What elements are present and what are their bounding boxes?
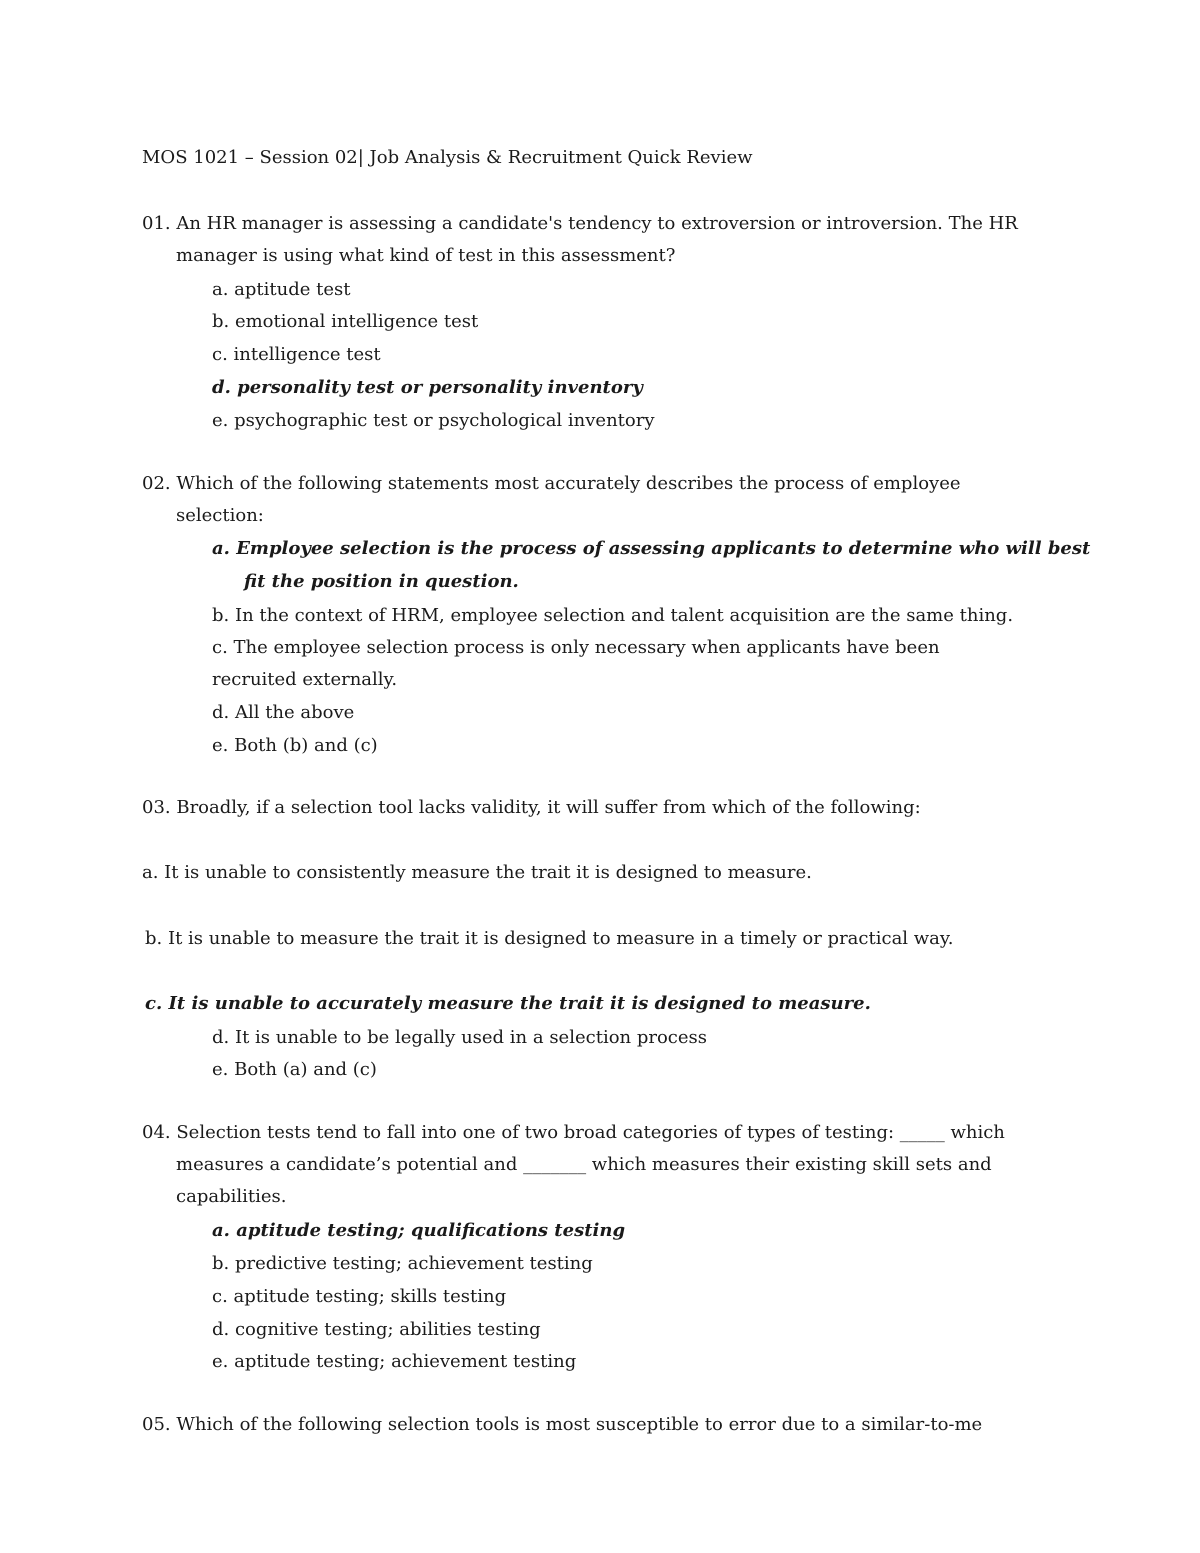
question-4-option-d: d. cognitive testing; abilities testing <box>212 1319 541 1340</box>
question-4-option-e: e. aptitude testing; achievement testing <box>212 1351 577 1372</box>
question-1-option-a: a. aptitude test <box>212 279 351 300</box>
question-2-option-c-line-1: c. The employee selection process is only necessary when applicants have been <box>212 637 940 658</box>
question-2-option-d: d. All the above <box>212 702 355 723</box>
question-2-option-c-line-2: recruited externally. <box>212 669 398 690</box>
question-1-option-d-correct: d. personality test or personality inventory <box>212 377 643 398</box>
question-2-option-a-correct-line-2: fit the position in question. <box>244 571 519 592</box>
question-4-stem-line-2: measures a candidate’s potential and _______ which measures their existing skill sets and <box>176 1154 992 1175</box>
question-3-option-d: d. It is unable to be legally used in a selection process <box>212 1027 708 1048</box>
question-3-option-c-correct: c. It is unable to accurately measure the trait it is designed to measure. <box>145 993 871 1014</box>
question-1-option-c: c. intelligence test <box>212 344 381 365</box>
question-2-stem-line-2: selection: <box>176 505 264 526</box>
question-1-stem-line-1: 01. An HR manager is assessing a candidate's tendency to extroversion or introversion. The HR <box>142 213 1018 234</box>
question-4-option-a-correct: a. aptitude testing; qualifications testing <box>212 1220 626 1241</box>
question-4-stem-line-3: capabilities. <box>176 1186 287 1207</box>
question-2-stem-line-1: 02. Which of the following statements most accurately describes the process of employee <box>142 473 961 494</box>
question-3-option-a: a. It is unable to consistently measure the trait it is designed to measure. <box>142 862 812 883</box>
question-2-option-e: e. Both (b) and (c) <box>212 735 378 756</box>
question-4-option-b: b. predictive testing; achievement testing <box>212 1253 593 1274</box>
question-3-option-b: b. It is unable to measure the trait it is designed to measure in a timely or practical way. <box>145 928 954 949</box>
question-4-option-c: c. aptitude testing; skills testing <box>212 1286 507 1307</box>
question-2-option-a-correct-line-1: a. Employee selection is the process of assessing applicants to determine who will best <box>212 538 1091 559</box>
question-2-option-b: b. In the context of HRM, employee selection and talent acquisition are the same thing. <box>212 605 1014 626</box>
question-3-option-e: e. Both (a) and (c) <box>212 1059 377 1080</box>
document-title: MOS 1021 – Session 02| Job Analysis & Recruitment Quick Review <box>142 147 753 168</box>
question-1-option-b: b. emotional intelligence test <box>212 311 479 332</box>
question-4-stem-line-1: 04. Selection tests tend to fall into one of two broad categories of types of testing: _____ which <box>142 1122 1005 1143</box>
question-5-stem-line-1: 05. Which of the following selection tools is most susceptible to error due to a similar-to-me <box>142 1414 983 1435</box>
question-1-option-e: e. psychographic test or psychological inventory <box>212 410 655 431</box>
question-1-stem-line-2: manager is using what kind of test in this assessment? <box>176 245 676 266</box>
question-3-stem: 03. Broadly, if a selection tool lacks validity, it will suffer from which of the following: <box>142 797 921 818</box>
